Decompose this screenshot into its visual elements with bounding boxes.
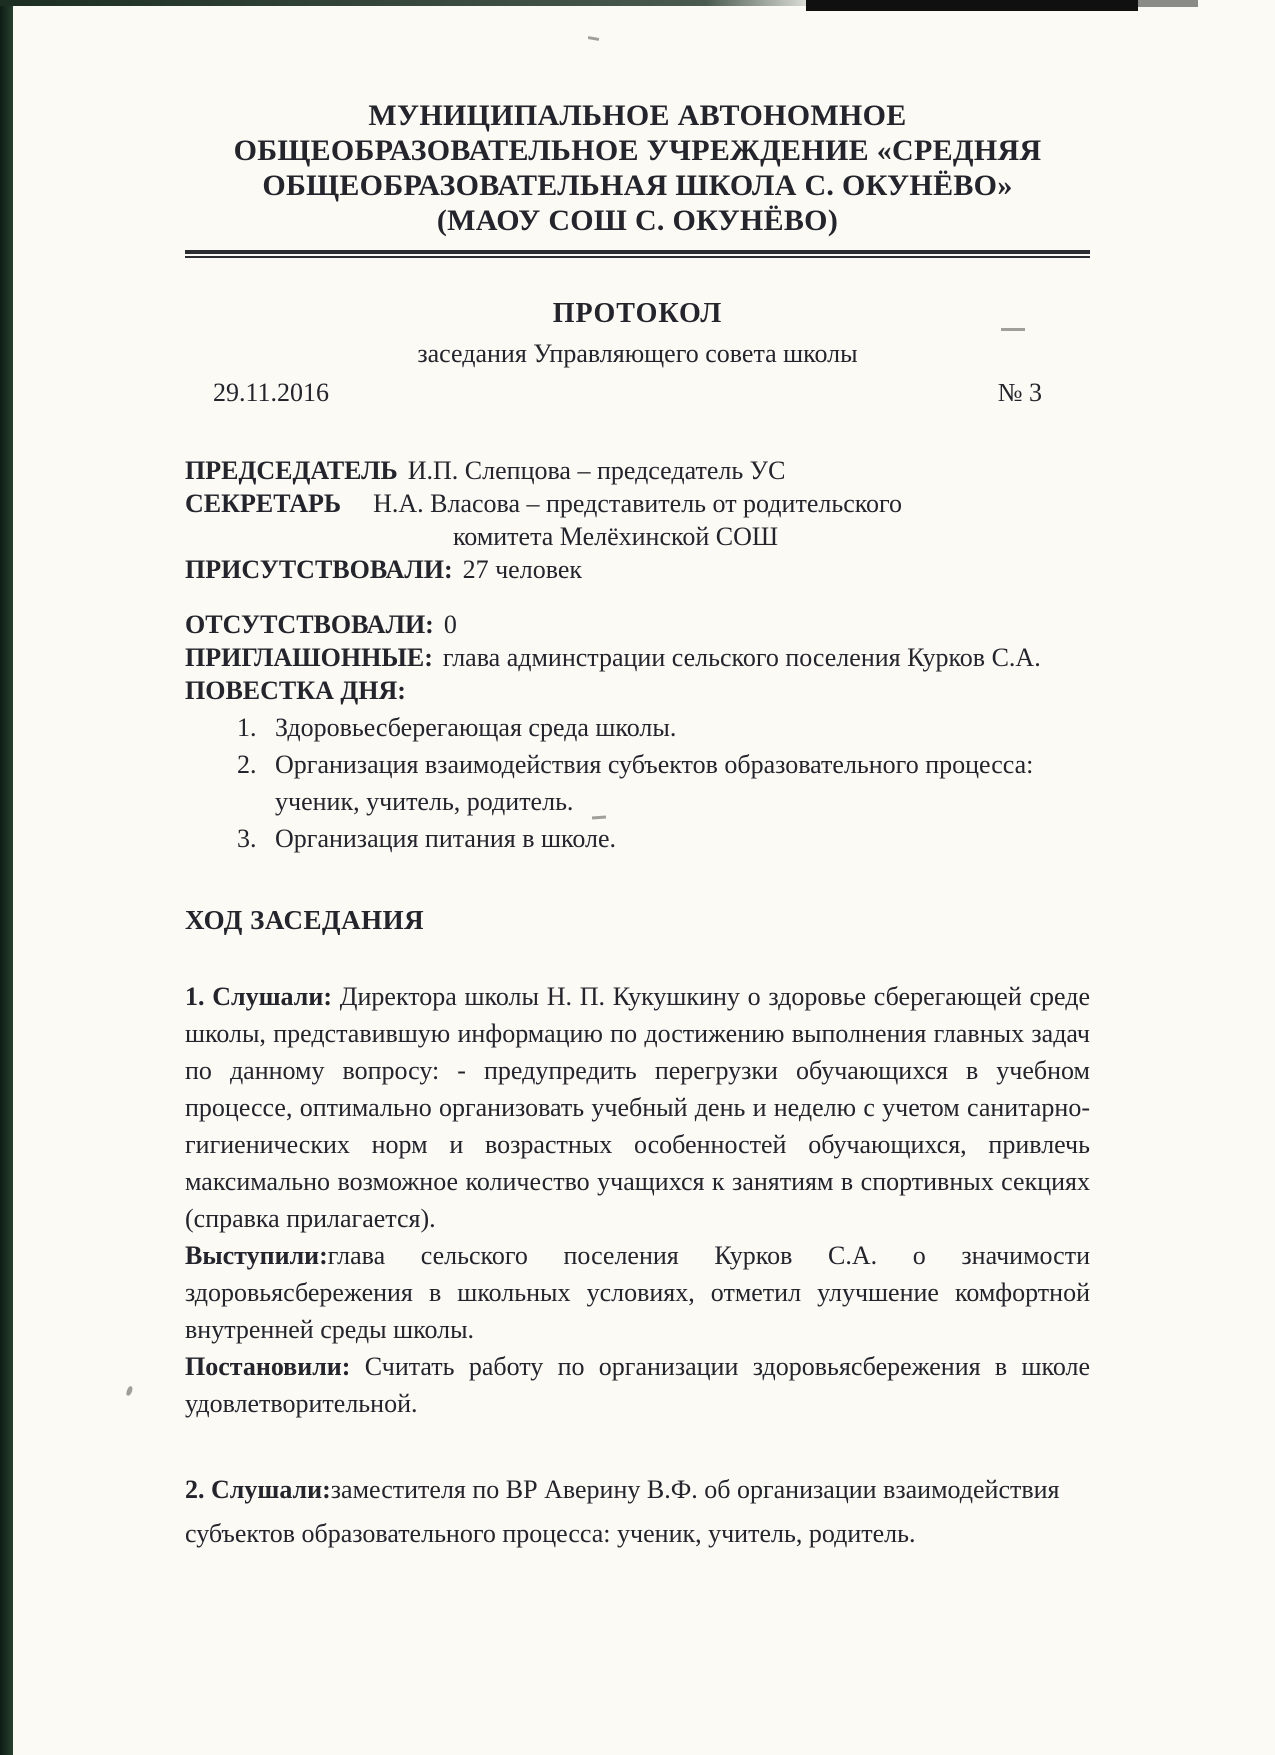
paragraph-heard-2 (185, 1468, 1090, 1556)
scan-edge-left (0, 0, 13, 1755)
date-row (185, 378, 1090, 408)
present-label: ПРИСУТСТВОВАЛИ: (185, 555, 453, 584)
agenda-item (237, 746, 1090, 820)
header-line: ОБЩЕОБРАЗОВАТЕЛЬНОЕ УЧРЕЖДЕНИЕ «СРЕДНЯЯ (233, 134, 1042, 167)
document-number: № 3 (997, 378, 1042, 407)
invited-label: ПРИГЛАШОННЫЕ: (185, 643, 433, 672)
chair-row (185, 454, 1090, 487)
agenda-item-number: 2. (237, 750, 257, 779)
scan-edge-top-right (806, 0, 1138, 11)
absent-label: ОТСУТСТВОВАЛИ: (185, 610, 434, 639)
scan-edge-top-right-light (1138, 0, 1198, 7)
secretary-value: Н.А. Власова – представитель от родительского (373, 489, 903, 518)
paragraph-resolved-1 (185, 1348, 1090, 1422)
paragraph-lead: 1. Слушали: (185, 982, 333, 1011)
scan-artifact-dash (588, 36, 599, 41)
paragraph-heard-1 (185, 978, 1090, 1237)
attendance-block (185, 608, 1090, 707)
officials-block (185, 454, 1090, 586)
paragraph-text: Директора школы Н. П. Кукушкину о здоровье сберегающей среде школы, представившую информацию по достижению выполнения главных задач по данному вопросу: - предупредить перегрузки обучающихся в учебном процессе, оптимально организовать учебный день и неделю с учетом санитарно-гигиенических норм и возрастных особенностей обучающихся, привлечь максимально возможное количество учащихся к занятиям в спортивных секциях (справка прилагается). (185, 982, 1090, 1233)
secretary-value-continued: комитета Мелёхинской СОШ (453, 522, 779, 551)
paragraph-lead: Выступили: (185, 1241, 328, 1270)
chair-value: И.П. Слепцова – председатель УС (407, 456, 786, 485)
organization-header (185, 98, 1090, 238)
invited-value: глава админстрации сельского поселения Курков С.А. (442, 643, 1041, 672)
divider-rule (185, 250, 1090, 258)
scan-artifact-speck (126, 1385, 134, 1396)
absent-row (185, 608, 1090, 641)
header-line: (МАОУ СОШ С. ОКУНЁВО) (436, 204, 839, 237)
protocol-title: ПРОТОКОЛ (552, 298, 723, 329)
agenda-item-number: 3. (237, 824, 257, 853)
paragraph-text: глава сельского поселения Курков С.А. о значимости здоровьясбережения в школьных условиях, отметил улучшение комфортной внутренней среды школы. (185, 1241, 1090, 1344)
paragraph-text: заместителя по ВР Аверину В.Ф. об организации взаимодействия субъектов образовательного процесса: ученик, учитель, родитель. (185, 1475, 1060, 1548)
protocol-subtitle: заседания Управляющего совета школы (417, 339, 858, 368)
paragraph-text: Считать работу по организации здоровьясбережения в школе удовлетворительной. (185, 1352, 1090, 1418)
document-date: 29.11.2016 (213, 378, 330, 407)
absent-value: 0 (443, 610, 457, 639)
paragraph-spoke-1 (185, 1237, 1090, 1348)
present-row (185, 553, 1090, 586)
header-line: ОБЩЕОБРАЗОВАТЕЛЬНАЯ ШКОЛА С. ОКУНЁВО» (262, 169, 1013, 202)
chair-label: ПРЕДСЕДАТЕЛЬ (185, 456, 398, 485)
secretary-row (185, 487, 1090, 520)
agenda-item (237, 820, 1090, 857)
agenda-item-text: Здоровьесберегающая среда школы. (275, 713, 677, 742)
scan-edge-top (0, 0, 830, 6)
secretary-label: СЕКРЕТАРЬ (185, 489, 342, 518)
agenda-item-number: 1. (237, 713, 257, 742)
invited-row (185, 641, 1090, 674)
agenda-item (237, 709, 1090, 746)
document-content (185, 98, 1090, 1556)
paragraph-lead: 2. Слушали: (185, 1475, 331, 1504)
agenda-list (185, 709, 1090, 857)
proceedings-title: ХОД ЗАСЕДАНИЯ (185, 905, 425, 935)
present-value: 27 человек (462, 555, 582, 584)
paragraph-lead: Постановили: (185, 1352, 351, 1381)
agenda-label: ПОВЕСТКА ДНЯ: (185, 676, 406, 705)
agenda-item-text: Организация взаимодействия субъектов образовательного процесса: ученик, учитель, родитель. (275, 750, 1034, 816)
header-line: МУНИЦИПАЛЬНОЕ АВТОНОМНОЕ (368, 99, 907, 132)
agenda-item-text: Организация питания в школе. (275, 824, 617, 853)
